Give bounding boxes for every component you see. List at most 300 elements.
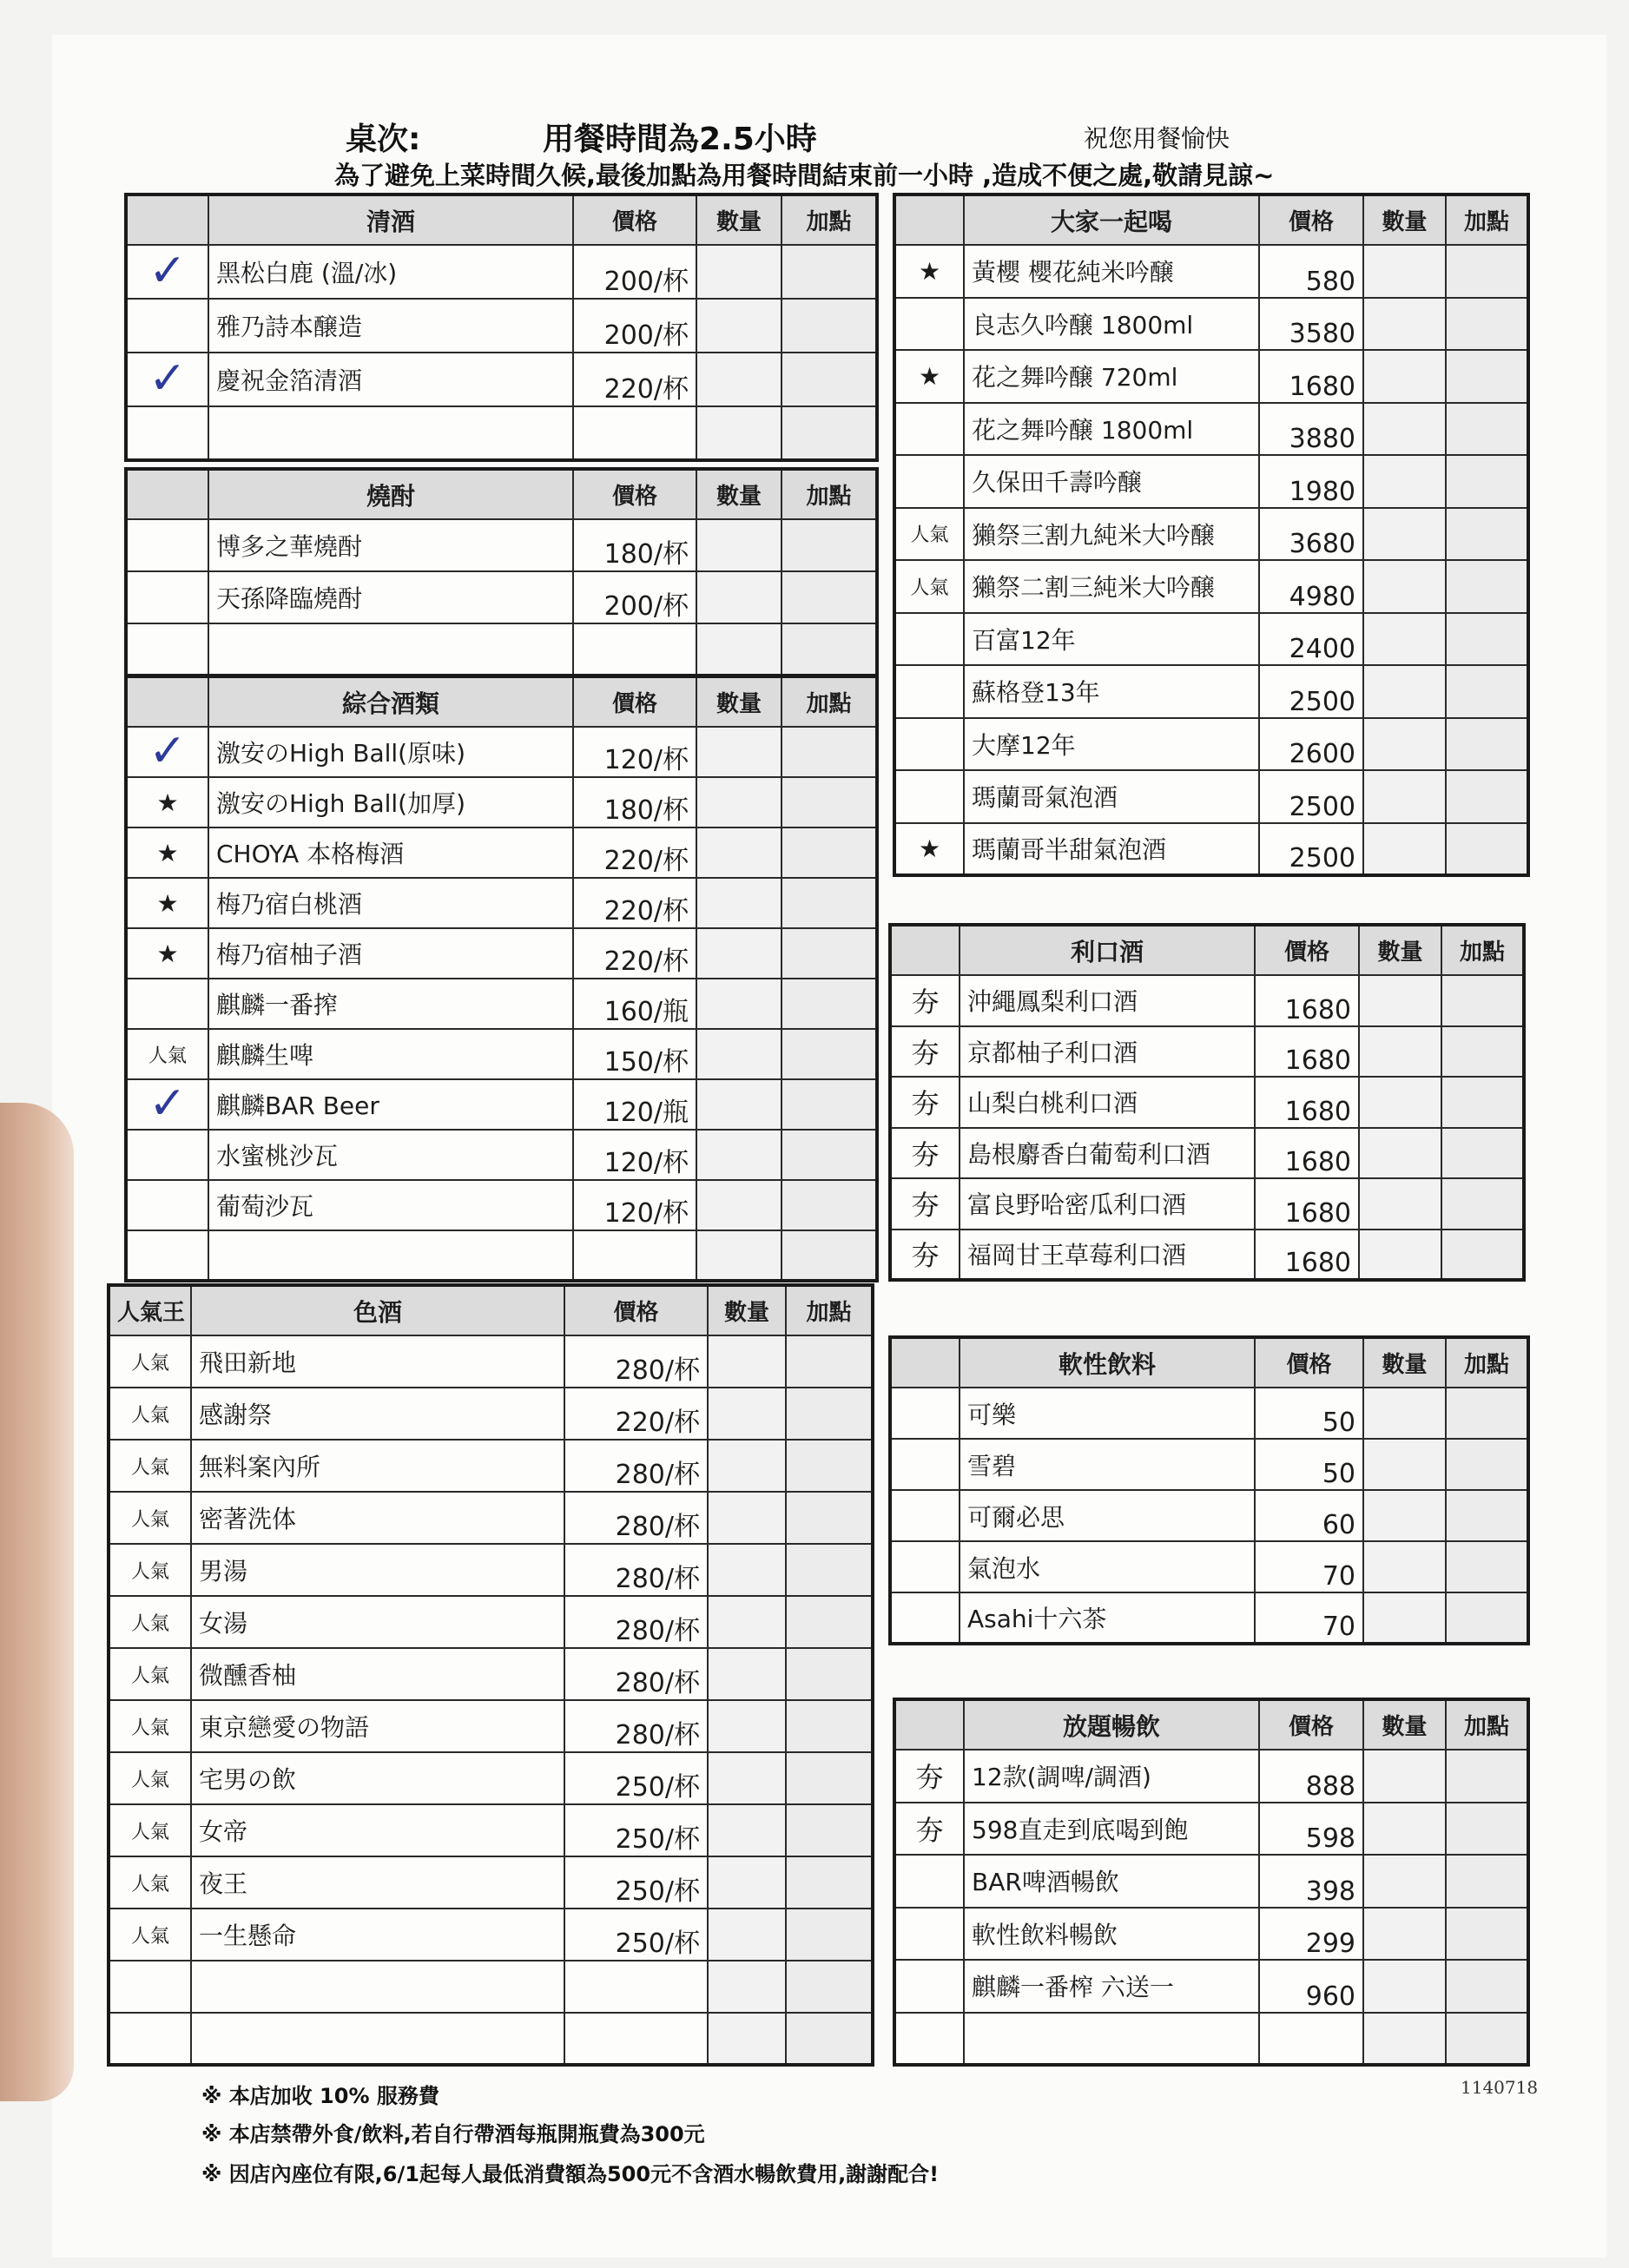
quantity-cell[interactable] (1363, 1750, 1446, 1803)
add-order-cell[interactable] (1446, 245, 1528, 298)
menu-item-row (109, 1596, 873, 1648)
quantity-cell[interactable] (1363, 508, 1446, 561)
add-order-cell[interactable] (1446, 2013, 1528, 2066)
header-corner (894, 194, 964, 245)
item-name: 密著洗体 (191, 1492, 564, 1544)
add-order-cell[interactable] (786, 2013, 873, 2065)
menu-item-row (894, 403, 1528, 456)
menu-item-row (890, 1026, 1524, 1078)
item-name (191, 1961, 564, 2013)
header-corner (126, 676, 208, 727)
price-header: 價格 (1259, 1699, 1363, 1750)
add-order-cell[interactable] (782, 878, 877, 928)
add-order-cell[interactable] (782, 827, 877, 878)
enjoy-meal-text: 祝您用餐愉快 (1084, 124, 1230, 153)
item-name: 福岡甘王草莓利口酒 (960, 1230, 1255, 1281)
item-price: 120/杯 (573, 727, 696, 777)
item-name: 黑松白鹿 (溫/冰) (208, 245, 573, 299)
item-mark (126, 1180, 208, 1230)
item-mark (894, 823, 964, 876)
quantity-cell[interactable] (708, 1961, 786, 2013)
item-price: 50 (1255, 1388, 1363, 1439)
add-order-header: 加點 (782, 676, 877, 727)
item-name: 激安のHigh Ball(加厚) (208, 777, 573, 827)
item-mark (109, 1856, 191, 1909)
item-name: 12款(調啤/調酒) (964, 1750, 1259, 1803)
item-price: 200/杯 (573, 299, 696, 353)
quantity-cell[interactable] (708, 1700, 786, 1752)
table-number-label: 桌次: (346, 122, 421, 157)
item-name: 沖繩鳳梨利口酒 (960, 975, 1255, 1026)
menu-item-row (126, 928, 877, 979)
item-name: 軟性飲料暢飲 (964, 1908, 1259, 1961)
quantity-cell[interactable] (1363, 1803, 1446, 1856)
add-order-cell[interactable] (782, 1029, 877, 1079)
quantity-cell[interactable] (708, 2013, 786, 2065)
finger-holding-paper (0, 1103, 74, 2101)
menu-item-row (126, 623, 877, 676)
quantity-cell[interactable] (1363, 403, 1446, 456)
quantity-header: 數量 (696, 676, 782, 727)
add-order-cell[interactable] (782, 571, 877, 623)
item-name: 久保田千壽吟醸 (964, 455, 1259, 508)
item-price: 2500 (1259, 770, 1363, 823)
add-order-cell[interactable] (786, 1335, 873, 1388)
add-order-cell[interactable] (782, 1180, 877, 1230)
item-price: 280/杯 (564, 1492, 708, 1544)
quantity-cell[interactable] (1363, 665, 1446, 718)
quantity-cell[interactable] (696, 928, 782, 979)
add-order-cell[interactable] (1446, 823, 1528, 876)
add-order-cell[interactable] (1441, 975, 1524, 1026)
add-order-cell[interactable] (1441, 1230, 1524, 1281)
service-charge-note: ※ 本店加收 10% 服務費 (201, 2084, 439, 2108)
add-order-header: 加點 (1446, 1337, 1528, 1388)
add-order-cell[interactable] (1441, 1026, 1524, 1078)
add-order-cell[interactable] (786, 1492, 873, 1544)
quantity-cell[interactable] (1363, 1855, 1446, 1908)
section-title: 清酒 (208, 194, 573, 245)
menu-item-row (126, 727, 877, 777)
item-price: 250/杯 (564, 1752, 708, 1804)
add-order-cell[interactable] (1446, 508, 1528, 561)
add-order-cell[interactable] (1446, 1490, 1528, 1541)
quantity-cell[interactable] (696, 777, 782, 827)
item-mark (126, 245, 208, 299)
add-order-cell[interactable] (786, 1388, 873, 1440)
item-price: 280/杯 (564, 1648, 708, 1700)
item-mark (126, 353, 208, 406)
item-name: CHOYA 本格梅酒 (208, 827, 573, 878)
add-order-cell[interactable] (782, 979, 877, 1029)
item-name: 微醺香柚 (191, 1648, 564, 1700)
item-mark (109, 1961, 191, 2013)
quantity-cell[interactable] (1363, 1490, 1446, 1541)
quantity-cell[interactable] (1363, 1908, 1446, 1961)
quantity-header: 數量 (1363, 194, 1446, 245)
quantity-cell[interactable] (1363, 1592, 1446, 1644)
price-header: 價格 (1255, 1337, 1363, 1388)
popular-badge: 人氣 (130, 1821, 169, 1843)
item-mark (890, 1230, 960, 1281)
header-corner: 人氣王 (109, 1285, 191, 1335)
menu-item-row (109, 1804, 873, 1856)
add-order-cell[interactable] (786, 1544, 873, 1596)
menu-item-row (126, 1130, 877, 1180)
quantity-header: 數量 (1363, 1699, 1446, 1750)
quantity-cell[interactable] (1363, 455, 1446, 508)
item-mark (126, 827, 208, 878)
header-corner (126, 194, 208, 245)
quantity-cell[interactable] (708, 1752, 786, 1804)
add-order-cell[interactable] (782, 928, 877, 979)
item-name: 黃櫻 櫻花純米吟醸 (964, 245, 1259, 298)
menu-item-row (126, 406, 877, 460)
quantity-cell[interactable] (696, 406, 782, 460)
quantity-cell[interactable] (1359, 1128, 1441, 1179)
item-mark (890, 1128, 960, 1179)
add-order-cell[interactable] (786, 1804, 873, 1856)
item-name: 天孫降臨燒酎 (208, 571, 573, 623)
quantity-cell[interactable] (1363, 770, 1446, 823)
item-mark (894, 1960, 964, 2013)
item-name: BAR啤酒暢飲 (964, 1855, 1259, 1908)
item-name: 百富12年 (964, 613, 1259, 666)
quantity-cell[interactable] (1359, 1178, 1441, 1230)
hot-badge: 夯 (911, 1087, 940, 1121)
quantity-cell[interactable] (1359, 1026, 1441, 1078)
item-price: 150/杯 (573, 1029, 696, 1079)
add-order-cell[interactable] (1446, 613, 1528, 666)
section-title: 利口酒 (960, 925, 1255, 975)
quantity-cell[interactable] (696, 571, 782, 623)
item-price: 250/杯 (564, 1804, 708, 1856)
hot-badge: 夯 (911, 1239, 940, 1273)
quantity-cell[interactable] (1363, 350, 1446, 403)
item-mark (894, 718, 964, 771)
item-name: 一生懸命 (191, 1909, 564, 1961)
add-order-cell[interactable] (786, 1856, 873, 1909)
add-order-cell[interactable] (782, 777, 877, 827)
menu-item-row (890, 1230, 1524, 1281)
add-order-cell[interactable] (782, 1079, 877, 1130)
item-price: 280/杯 (564, 1440, 708, 1492)
quantity-cell[interactable] (1363, 1541, 1446, 1592)
item-mark (126, 979, 208, 1029)
item-mark (109, 1596, 191, 1648)
share-bottles-table (893, 193, 1530, 877)
quantity-cell[interactable] (1363, 1388, 1446, 1439)
menu-item-row (894, 613, 1528, 666)
star-icon: ★ (156, 838, 179, 867)
item-mark (890, 1439, 960, 1490)
quantity-header: 數量 (696, 194, 782, 245)
item-price: 1680 (1255, 1128, 1359, 1179)
popular-badge: 人氣 (130, 1612, 169, 1635)
popular-badge: 人氣 (910, 577, 949, 599)
add-order-cell[interactable] (786, 1596, 873, 1648)
quantity-cell[interactable] (696, 1130, 782, 1180)
item-price: 3580 (1259, 298, 1363, 351)
item-price: 50 (1255, 1439, 1363, 1490)
add-order-cell[interactable] (1441, 1128, 1524, 1179)
item-mark (894, 403, 964, 456)
header-corner (126, 469, 208, 519)
quantity-cell[interactable] (696, 1029, 782, 1079)
item-name: 598直走到底喝到飽 (964, 1803, 1259, 1856)
quantity-cell[interactable] (708, 1388, 786, 1440)
menu-item-row (126, 777, 877, 827)
quantity-cell[interactable] (696, 878, 782, 928)
add-order-cell[interactable] (786, 1700, 873, 1752)
item-price: 180/杯 (573, 777, 696, 827)
item-price: 1680 (1259, 350, 1363, 403)
item-name: 花之舞吟醸 720ml (964, 350, 1259, 403)
free-flow-table (893, 1698, 1530, 2067)
quantity-cell[interactable] (696, 299, 782, 353)
quantity-cell[interactable] (1363, 560, 1446, 613)
quantity-cell[interactable] (708, 1856, 786, 1909)
quantity-cell[interactable] (1363, 1439, 1446, 1490)
add-order-cell[interactable] (782, 245, 877, 299)
item-name: 瑪蘭哥氣泡酒 (964, 770, 1259, 823)
item-price: 280/杯 (564, 1596, 708, 1648)
check-mark-icon: ✓ (148, 245, 187, 297)
add-order-cell[interactable] (782, 1130, 877, 1180)
price-header: 價格 (564, 1285, 708, 1335)
quantity-cell[interactable] (708, 1335, 786, 1388)
item-mark (126, 299, 208, 353)
add-order-cell[interactable] (786, 1752, 873, 1804)
add-order-cell[interactable] (1446, 298, 1528, 351)
item-price (573, 623, 696, 676)
add-order-cell[interactable] (1446, 770, 1528, 823)
hot-badge: 夯 (915, 1761, 944, 1795)
popular-badge: 人氣 (130, 1717, 169, 1739)
quantity-cell[interactable] (1363, 613, 1446, 666)
menu-item-row (894, 245, 1528, 298)
item-name: 花之舞吟醸 1800ml (964, 403, 1259, 456)
item-mark (894, 560, 964, 613)
quantity-cell[interactable] (708, 1648, 786, 1700)
item-price: 250/杯 (564, 1856, 708, 1909)
item-price: 888 (1259, 1750, 1363, 1803)
item-mark (894, 455, 964, 508)
item-mark (109, 1752, 191, 1804)
quantity-cell[interactable] (708, 1492, 786, 1544)
item-name: 宅男の飲 (191, 1752, 564, 1804)
item-price (573, 406, 696, 460)
add-order-cell[interactable] (1446, 1592, 1528, 1644)
popular-badge: 人氣 (130, 1925, 169, 1948)
item-mark (890, 1592, 960, 1644)
item-price: 250/杯 (564, 1909, 708, 1961)
check-mark-icon: ✓ (148, 353, 187, 405)
item-name: 夜王 (191, 1856, 564, 1909)
add-order-cell[interactable] (1446, 1960, 1528, 2013)
popular-badge: 人氣 (130, 1873, 169, 1895)
quantity-cell[interactable] (1363, 718, 1446, 771)
quantity-cell[interactable] (1363, 298, 1446, 351)
add-order-cell[interactable] (1446, 403, 1528, 456)
item-mark (126, 571, 208, 623)
item-name: 良志久吟醸 1800ml (964, 298, 1259, 351)
item-mark (894, 1855, 964, 1908)
item-price: 280/杯 (564, 1544, 708, 1596)
quantity-cell[interactable] (1363, 1960, 1446, 2013)
quantity-cell[interactable] (696, 1079, 782, 1130)
add-order-cell[interactable] (1441, 1077, 1524, 1128)
item-name: 富良野哈密瓜利口酒 (960, 1178, 1255, 1230)
check-mark-icon: ✓ (148, 727, 187, 777)
item-name: 獺祭二割三純米大吟醸 (964, 560, 1259, 613)
add-order-header: 加點 (782, 469, 877, 519)
menu-item-row (894, 2013, 1528, 2066)
add-order-cell[interactable] (782, 406, 877, 460)
add-order-cell[interactable] (1446, 665, 1528, 718)
quantity-cell[interactable] (708, 1596, 786, 1648)
item-name: 博多之華燒酎 (208, 519, 573, 571)
menu-item-row (126, 299, 877, 353)
quantity-cell[interactable] (696, 1230, 782, 1281)
quantity-cell[interactable] (708, 1544, 786, 1596)
quantity-cell[interactable] (696, 623, 782, 676)
quantity-cell[interactable] (696, 727, 782, 777)
menu-item-row (126, 878, 877, 928)
menu-item-row (890, 1592, 1528, 1644)
minimum-spend-note: ※ 因店內座位有限,6/1起每人最低消費額為500元不含酒水暢飲費用,謝謝配合! (201, 2162, 940, 2186)
add-order-cell[interactable] (1446, 718, 1528, 771)
add-order-cell[interactable] (786, 1648, 873, 1700)
item-mark (109, 1492, 191, 1544)
item-mark (109, 1648, 191, 1700)
item-name: 東京戀愛の物語 (191, 1700, 564, 1752)
menu-item-row (894, 560, 1528, 613)
add-order-header: 加點 (782, 194, 877, 245)
quantity-header: 數量 (696, 469, 782, 519)
item-name (208, 623, 573, 676)
quantity-cell[interactable] (708, 1909, 786, 1961)
add-order-cell[interactable] (1446, 1908, 1528, 1961)
menu-item-row (890, 1077, 1524, 1128)
popular-badge: 人氣 (130, 1456, 169, 1479)
quantity-cell[interactable] (696, 353, 782, 406)
quantity-cell[interactable] (1359, 1230, 1441, 1281)
menu-item-row (109, 1648, 873, 1700)
menu-item-row (894, 770, 1528, 823)
item-price: 4980 (1259, 560, 1363, 613)
item-mark (890, 1178, 960, 1230)
section-title: 燒酎 (208, 469, 573, 519)
add-order-header: 加點 (1446, 194, 1528, 245)
item-price: 60 (1255, 1490, 1363, 1541)
section-title: 綜合酒類 (208, 676, 573, 727)
add-order-cell[interactable] (786, 1440, 873, 1492)
menu-item-row (890, 975, 1524, 1026)
add-order-cell[interactable] (1446, 455, 1528, 508)
liqueur-table (888, 923, 1526, 1282)
add-order-cell[interactable] (1446, 1541, 1528, 1592)
add-order-cell[interactable] (786, 1961, 873, 2013)
outside-food-note: ※ 本店禁帶外食/飲料,若自行帶酒每瓶開瓶費為300元 (201, 2122, 705, 2146)
add-order-cell[interactable] (1446, 1803, 1528, 1856)
item-mark (894, 665, 964, 718)
item-price: 398 (1259, 1855, 1363, 1908)
add-order-cell[interactable] (782, 1230, 877, 1281)
quantity-cell[interactable] (1363, 245, 1446, 298)
quantity-cell[interactable] (708, 1804, 786, 1856)
price-header: 價格 (573, 676, 696, 727)
add-order-cell[interactable] (1446, 1439, 1528, 1490)
item-price: 120/瓶 (573, 1079, 696, 1130)
star-icon: ★ (918, 256, 941, 286)
item-price: 220/杯 (573, 353, 696, 406)
item-name: 可爾必思 (960, 1490, 1255, 1541)
menu-item-row (894, 718, 1528, 771)
quantity-cell[interactable] (1359, 1077, 1441, 1128)
item-mark (126, 777, 208, 827)
hot-badge: 夯 (911, 1189, 940, 1223)
popular-badge: 人氣 (130, 1404, 169, 1427)
menu-item-row (109, 1388, 873, 1440)
menu-item-row (890, 1388, 1528, 1439)
add-order-cell[interactable] (1446, 560, 1528, 613)
add-order-cell[interactable] (1446, 1855, 1528, 1908)
add-order-cell[interactable] (782, 299, 877, 353)
item-name: 大摩12年 (964, 718, 1259, 771)
menu-item-row (109, 2013, 873, 2065)
item-name: 男湯 (191, 1544, 564, 1596)
quantity-cell[interactable] (708, 1440, 786, 1492)
item-price: 2600 (1259, 718, 1363, 771)
quantity-cell[interactable] (696, 245, 782, 299)
star-icon: ★ (156, 939, 179, 968)
popular-badge: 人氣 (130, 1352, 169, 1375)
quantity-cell[interactable] (696, 519, 782, 571)
item-price: 2500 (1259, 665, 1363, 718)
add-order-cell[interactable] (782, 519, 877, 571)
quantity-cell[interactable] (1363, 823, 1446, 876)
menu-item-row (894, 823, 1528, 876)
add-order-cell[interactable] (1446, 1750, 1528, 1803)
add-order-header: 加點 (1446, 1699, 1528, 1750)
add-order-cell[interactable] (1446, 350, 1528, 403)
add-order-cell[interactable] (786, 1909, 873, 1961)
menu-item-row (109, 1856, 873, 1909)
popular-badge: 人氣 (148, 1045, 187, 1067)
quantity-cell[interactable] (696, 979, 782, 1029)
quantity-cell[interactable] (696, 827, 782, 878)
add-order-cell[interactable] (782, 353, 877, 406)
item-name: 京都柚子利口酒 (960, 1026, 1255, 1078)
quantity-header: 數量 (1363, 1337, 1446, 1388)
item-price: 70 (1255, 1541, 1363, 1592)
menu-item-row (109, 1909, 873, 1961)
add-order-cell[interactable] (1441, 1178, 1524, 1230)
item-mark (890, 1077, 960, 1128)
menu-item-row (126, 245, 877, 299)
add-order-cell[interactable] (782, 727, 877, 777)
quantity-cell[interactable] (1363, 2013, 1446, 2066)
item-mark (109, 1335, 191, 1388)
item-name: 麒麟生啤 (208, 1029, 573, 1079)
add-order-cell[interactable] (1446, 1388, 1528, 1439)
quantity-cell[interactable] (696, 1180, 782, 1230)
add-order-cell[interactable] (782, 623, 877, 676)
item-mark (126, 519, 208, 571)
quantity-cell[interactable] (1359, 975, 1441, 1026)
item-mark (890, 1388, 960, 1439)
